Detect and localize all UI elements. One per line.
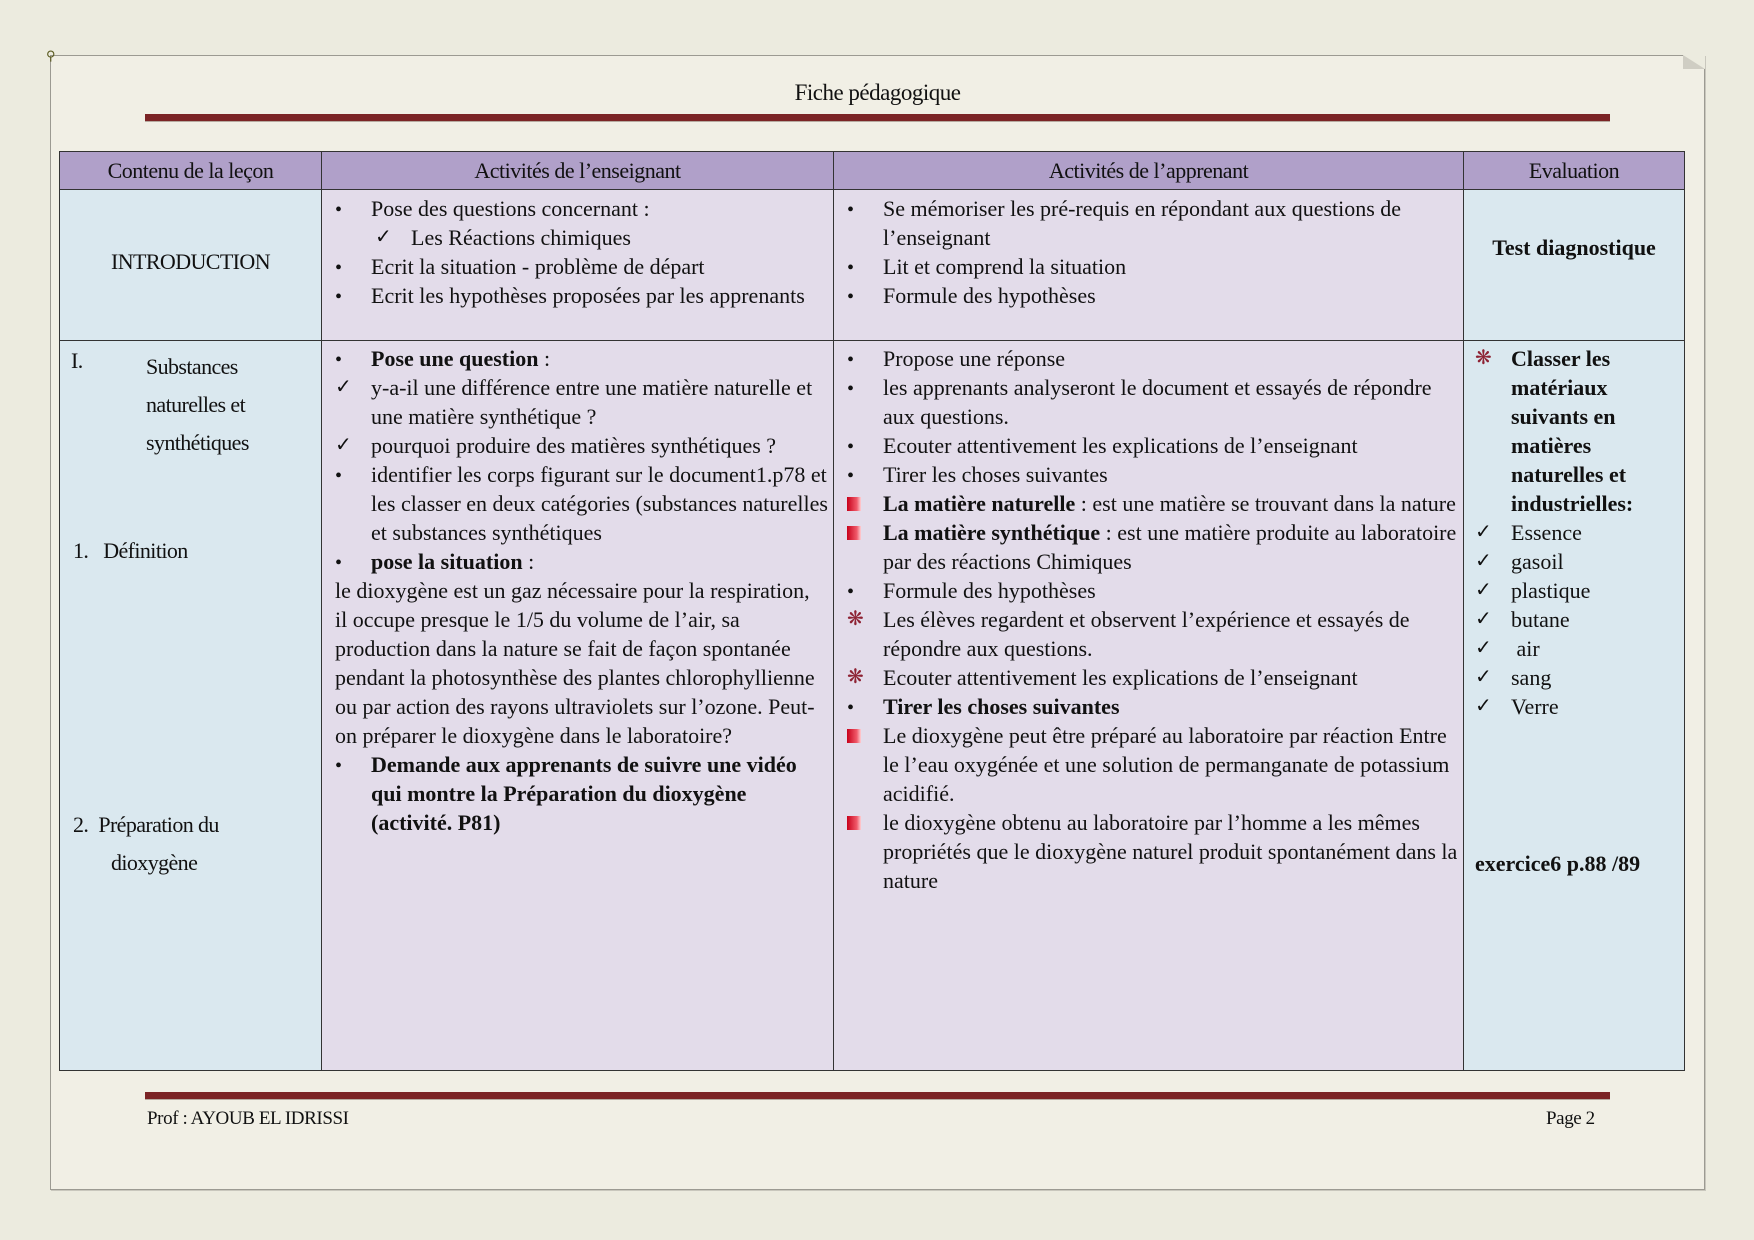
list-item: ❋ Ecouter attentivement les explications de l’enseignant xyxy=(847,665,1358,690)
check-icon: ✓ xyxy=(1475,637,1492,659)
list-item: • pose la situation : xyxy=(323,547,832,576)
list-item: ❋ Les élèves regardent et observent l’expérience et essayés de répondre aux questions. xyxy=(847,607,1410,661)
preparation-heading: 2. Préparation du dioxygène xyxy=(73,812,219,875)
section-roman: I. xyxy=(71,348,83,373)
list-item: • Formule des hypothèses xyxy=(835,281,1462,310)
list-item: ✓ butane xyxy=(1475,607,1570,632)
ornament-icon: ❋ xyxy=(1475,347,1492,369)
list-item: le dioxygène obtenu au laboratoire par l’homme a les mêmes propriétés que le dioxygène naturel produit spontanément dans la nature xyxy=(835,808,1462,895)
header-enseignant: Activités de l’enseignant xyxy=(322,152,834,190)
page-header-title: Fiche pédagogique xyxy=(794,80,961,105)
check-icon: ✓ xyxy=(1475,579,1492,601)
list-item: ✓ gasoil xyxy=(1475,549,1564,574)
check-icon: ✓ xyxy=(1475,521,1492,543)
footer-page-number: Page 2 xyxy=(1546,1108,1595,1129)
ornament-icon: ❋ xyxy=(847,666,864,688)
list-item: • les apprenants analyseront le document et essayés de répondre aux questions. xyxy=(835,373,1462,431)
list-item: • Tirer les choses suivantes xyxy=(835,460,1462,489)
exercise-reference: exercice6 p.88 /89 xyxy=(1475,851,1641,876)
page-corner-fold xyxy=(1683,55,1705,69)
ornament-icon: ❋ xyxy=(847,608,864,630)
list-item: Le dioxygène peut être préparé au laboratoire par réaction Entre le l’eau oxygénée et une solution de permanganate de potassium acidifié. xyxy=(835,721,1462,808)
intro-teacher-cell xyxy=(322,190,834,341)
check-icon: ✓ xyxy=(1475,550,1492,572)
test-diagnostique: Test diagnostique xyxy=(1492,235,1656,260)
list-item: La matière synthétique : est une matière produite au laboratoire par des réactions Chimiques xyxy=(835,518,1462,576)
footer-rule xyxy=(145,1092,1610,1100)
situation-text: le dioxygène est un gaz nécessaire pour la respiration, il occupe presque le 1/5 du volume de l’air, sa production dans la nature se fait de façon spontanée pendant la photosynthèse des plantes chlorophyllienne ou par action des rayons ultraviolets sur l’ozone. Peut-on préparer le dioxygène dans le laboratoire? xyxy=(335,578,815,748)
red-square-icon xyxy=(847,729,861,743)
section-teacher-cell xyxy=(322,341,834,1071)
table-header-row xyxy=(60,152,1685,190)
pin-icon: ⚲ xyxy=(46,48,56,63)
document-page xyxy=(46,48,1705,1190)
list-item: • Ecrit la situation - problème de départ xyxy=(323,252,832,281)
list-item: ✓ pourquoi produire des matières synthétiques ? xyxy=(335,433,777,458)
list-item: • Lit et comprend la situation xyxy=(835,252,1462,281)
header-apprenant: Activités de l’apprenant xyxy=(834,152,1464,190)
table-row-substances xyxy=(60,341,1685,1071)
intro-learner-cell xyxy=(834,190,1464,341)
list-item: • Pose une question : xyxy=(323,344,832,373)
list-item: • Tirer les choses suivantes xyxy=(835,692,1462,721)
list-item: • Demande aux apprenants de suivre une vidéo qui montre la Préparation du dioxygène (activité. P81) xyxy=(323,750,832,837)
list-item: ✓ y-a-il une différence entre une matière naturelle et une matière synthétique ? xyxy=(335,375,813,429)
table-row-introduction xyxy=(60,190,1685,341)
section-learner-cell xyxy=(834,341,1464,1071)
list-item: ✓ plastique xyxy=(1475,578,1591,603)
definition-heading: 1. Définition xyxy=(73,538,188,563)
footer-author: Prof : AYOUB EL IDRISSI xyxy=(147,1108,349,1129)
intro-evaluation-cell xyxy=(1464,190,1685,341)
header-evaluation: Evaluation xyxy=(1464,152,1685,190)
list-item: ✓ air xyxy=(1475,636,1540,661)
red-square-icon xyxy=(847,497,861,511)
list-item: ✓ Verre xyxy=(1475,694,1559,719)
section-title: Substances naturelles et synthétiques xyxy=(146,354,249,455)
list-item: La matière naturelle : est une matière se trouvant dans la nature xyxy=(835,489,1462,518)
intro-label: INTRODUCTION xyxy=(110,249,270,274)
list-item: • Se mémoriser les pré-requis en répondant aux questions de l’enseignant xyxy=(835,194,1462,252)
red-square-icon xyxy=(847,526,861,540)
section-content-cell xyxy=(60,341,322,1071)
list-item: ✓ sang xyxy=(1475,665,1552,690)
check-icon: ✓ xyxy=(335,434,352,456)
list-item: • Propose une réponse xyxy=(835,344,1462,373)
list-item: ❋ Classer les matériaux suivants en matières naturelles et industrielles: xyxy=(1475,346,1634,516)
lesson-table xyxy=(59,151,1685,1071)
check-icon: ✓ xyxy=(1475,666,1492,688)
header-contenu: Contenu de la leçon xyxy=(60,152,322,190)
check-icon: ✓ xyxy=(335,376,352,398)
intro-content-cell xyxy=(60,190,322,341)
check-icon: ✓ xyxy=(375,226,392,248)
list-item: ✓ Essence xyxy=(1475,520,1582,545)
check-icon: ✓ xyxy=(1475,608,1492,630)
list-item: ✓ Les Réactions chimiques xyxy=(375,225,631,250)
list-item: • identifier les corps figurant sur le document1.p78 et les classer en deux catégories (substances naturelles et substances synthétiques xyxy=(323,460,832,547)
section-evaluation-cell xyxy=(1464,341,1685,1071)
header-rule xyxy=(145,114,1610,122)
list-item: • Ecrit les hypothèses proposées par les apprenants xyxy=(323,281,832,310)
list-item: • Ecouter attentivement les explications de l’enseignant xyxy=(835,431,1462,460)
red-square-icon xyxy=(847,816,861,830)
list-item: • Formule des hypothèses xyxy=(835,576,1462,605)
check-icon: ✓ xyxy=(1475,695,1492,717)
list-item: • Pose des questions concernant : xyxy=(323,194,832,223)
